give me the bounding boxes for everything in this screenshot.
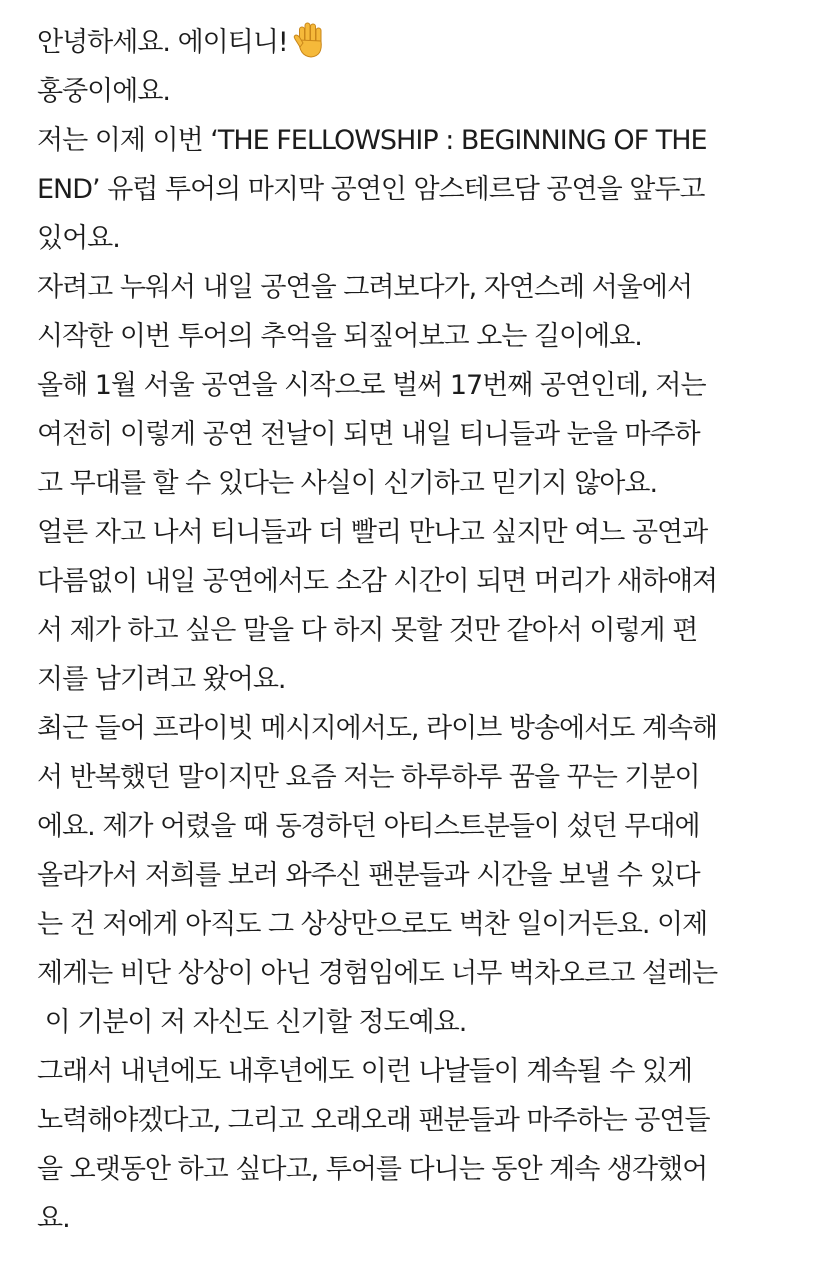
- letter-line-text: 그래서 내년에도 내후년에도 이런 나날들이 계속될 수 있게: [37, 1056, 693, 1087]
- letter-line: [37, 851, 827, 900]
- letter-line: [37, 116, 827, 165]
- letter-line-text: 다름없이 내일 공연에서도 소감 시간이 되면 머리가 새하얘져: [37, 566, 718, 597]
- letter-line: [37, 165, 827, 214]
- letter-line: [37, 949, 827, 998]
- letter-line: [37, 1047, 827, 1096]
- letter-line: [37, 998, 827, 1047]
- letter-line-text: 올해 1월 서울 공연을 시작으로 벌써 17번째 공연인데, 저는: [37, 370, 706, 401]
- letter-line: [37, 361, 827, 410]
- letter-line: [37, 1096, 827, 1145]
- letter-line: [37, 753, 827, 802]
- letter-line-text: 을 오랫동안 하고 싶다고, 투어를 다니는 동안 계속 생각했어: [37, 1154, 708, 1185]
- raised-hand-icon: [292, 21, 328, 59]
- letter-line-text: 저는 이제 이번 ‘THE FELLOWSHIP : BEGINNING OF THE: [37, 125, 707, 156]
- letter-line: [37, 263, 827, 312]
- letter-line-text: 여전히 이렇게 공연 전날이 되면 내일 티니들과 눈을 마주하: [37, 419, 700, 450]
- letter-line: [37, 508, 827, 557]
- letter-line-text: 에요. 제가 어렸을 때 동경하던 아티스트분들이 섰던 무대에: [37, 811, 700, 842]
- letter-line-text: END’ 유럽 투어의 마지막 공연인 암스테르담 공연을 앞두고: [37, 174, 705, 205]
- letter-line: [37, 1145, 827, 1194]
- letter-line-text: 있어요.: [37, 223, 120, 254]
- letter-line-text: 최근 들어 프라이빗 메시지에서도, 라이브 방송에서도 계속해: [37, 713, 718, 744]
- letter-line-text: 고 무대를 할 수 있다는 사실이 신기하고 믿기지 않아요.: [37, 468, 658, 499]
- letter-line-text: 홍중이에요.: [37, 76, 170, 107]
- letter-line: [37, 802, 827, 851]
- letter-line: [37, 704, 827, 753]
- letter-line: [37, 410, 827, 459]
- letter-line-text: 요.: [37, 1203, 70, 1234]
- letter-body: [37, 18, 827, 1243]
- letter-line: [37, 900, 827, 949]
- letter-line: [37, 18, 827, 67]
- letter-line-text: 노력해야겠다고, 그리고 오래오래 팬분들과 마주하는 공연들: [37, 1105, 710, 1136]
- letter-line-text: 안녕하세요. 에이티니!: [37, 27, 288, 58]
- letter-line: [37, 459, 827, 508]
- letter-line-text: 이 기분이 저 자신도 신기할 정도예요.: [37, 1007, 467, 1038]
- letter-line-text: 지를 남기려고 왔어요.: [37, 664, 286, 695]
- letter-line-text: 얼른 자고 나서 티니들과 더 빨리 만나고 싶지만 여느 공연과: [37, 517, 708, 548]
- letter-line-text: 서 제가 하고 싶은 말을 다 하지 못할 것만 같아서 이렇게 편: [37, 615, 698, 646]
- letter-line: [37, 557, 827, 606]
- letter-line: [37, 655, 827, 704]
- letter-line: [37, 1194, 827, 1243]
- letter-line-text: 올라가서 저희를 보러 와주신 팬분들과 시간을 보낼 수 있다: [37, 860, 700, 891]
- letter-line-text: 시작한 이번 투어의 추억을 되짚어보고 오는 길이에요.: [37, 321, 642, 352]
- letter-line-text: 제게는 비단 상상이 아닌 경험임에도 너무 벅차오르고 설레는: [37, 958, 718, 989]
- letter-line: [37, 606, 827, 655]
- letter-line-text: 서 반복했던 말이지만 요즘 저는 하루하루 꿈을 꾸는 기분이: [37, 762, 700, 793]
- letter-line: [37, 312, 827, 361]
- letter-line-text: 자려고 누워서 내일 공연을 그려보다가, 자연스레 서울에서: [37, 272, 693, 303]
- letter-line: [37, 214, 827, 263]
- letter-line-text: 는 건 저에게 아직도 그 상상만으로도 벅찬 일이거든요. 이제: [37, 909, 708, 940]
- letter-line: [37, 67, 827, 116]
